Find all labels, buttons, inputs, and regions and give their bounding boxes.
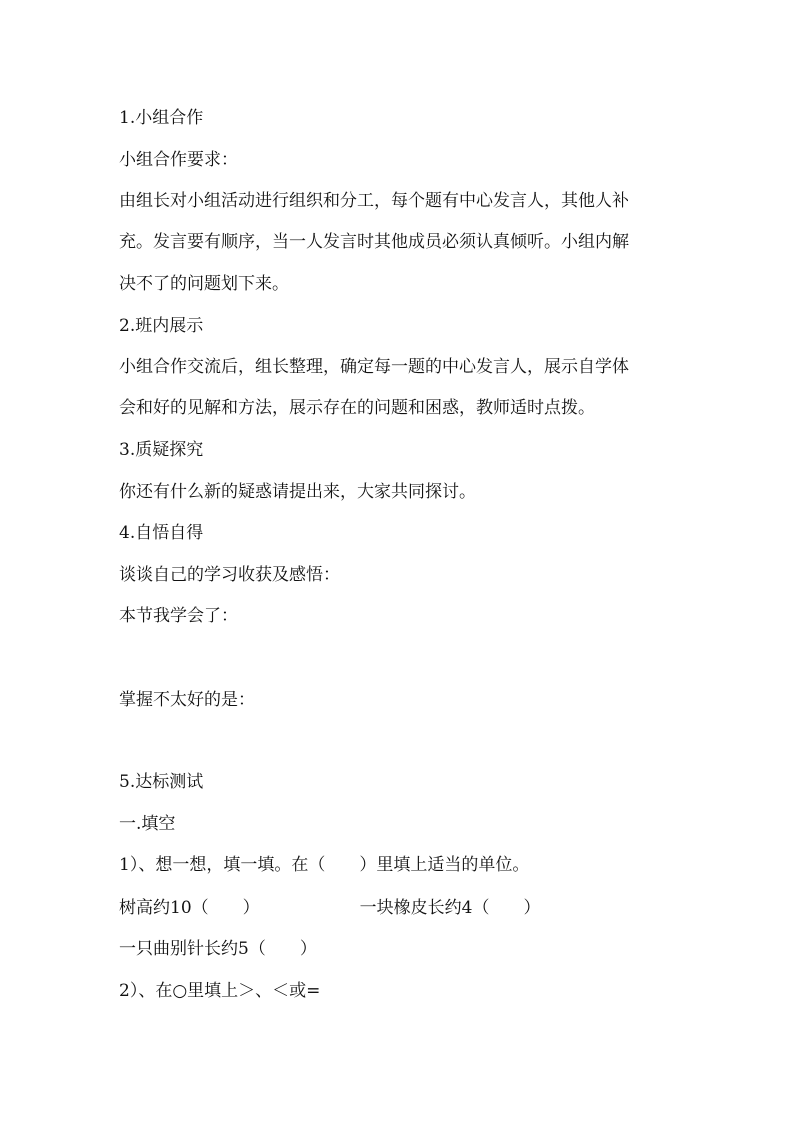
- group-work-text-line-1: 由组长对小组活动进行组织和分工，每个题有中心发言人，其他人补: [119, 191, 629, 211]
- learned-prompt: 本节我学会了：: [119, 606, 238, 626]
- section-4-heading: 4.自悟自得: [119, 523, 204, 543]
- section-5-heading: 5.达标测试: [119, 772, 204, 792]
- section-2-heading: 2.班内展示: [119, 316, 204, 336]
- fill-in-blank-heading: 一.填空: [119, 814, 176, 834]
- class-display-text-line-1: 小组合作交流后，组长整理，确定每一题的中心发言人，展示自学体: [119, 357, 629, 377]
- paperclip-length-item: 一只曲别针长约5（ ）: [119, 939, 317, 959]
- section-1-heading: 1.小组合作: [119, 108, 204, 128]
- section-3-heading: 3.质疑探究: [119, 440, 204, 460]
- question-1-items-row: [119, 897, 540, 919]
- question-1-prompt: 1）、想一想，填一填。在（ ）里填上适当的单位。: [119, 855, 530, 875]
- group-work-text-line-3: 决不了的问题划下来。: [119, 274, 289, 294]
- eraser-length-item: 一块橡皮长约4（ ）: [359, 898, 541, 918]
- group-work-requirements-label: 小组合作要求：: [119, 150, 238, 170]
- class-display-text-line-2: 会和好的见解和方法，展示存在的问题和困惑，教师适时点拨。: [119, 398, 595, 418]
- question-2-prompt: 2）、在○里填上＞、＜或=: [119, 981, 321, 1001]
- group-work-text-line-2: 充。发言要有顺序，当一人发言时其他成员必须认真倾听。小组内解: [119, 232, 629, 252]
- reflection-prompt: 谈谈自己的学习收获及感悟：: [119, 565, 340, 585]
- inquiry-text: 你还有什么新的疑惑请提出来，大家共同探讨。: [119, 482, 476, 502]
- tree-height-item: 树高约10（ ）: [119, 898, 260, 918]
- not-mastered-prompt: 掌握不太好的是：: [119, 690, 255, 710]
